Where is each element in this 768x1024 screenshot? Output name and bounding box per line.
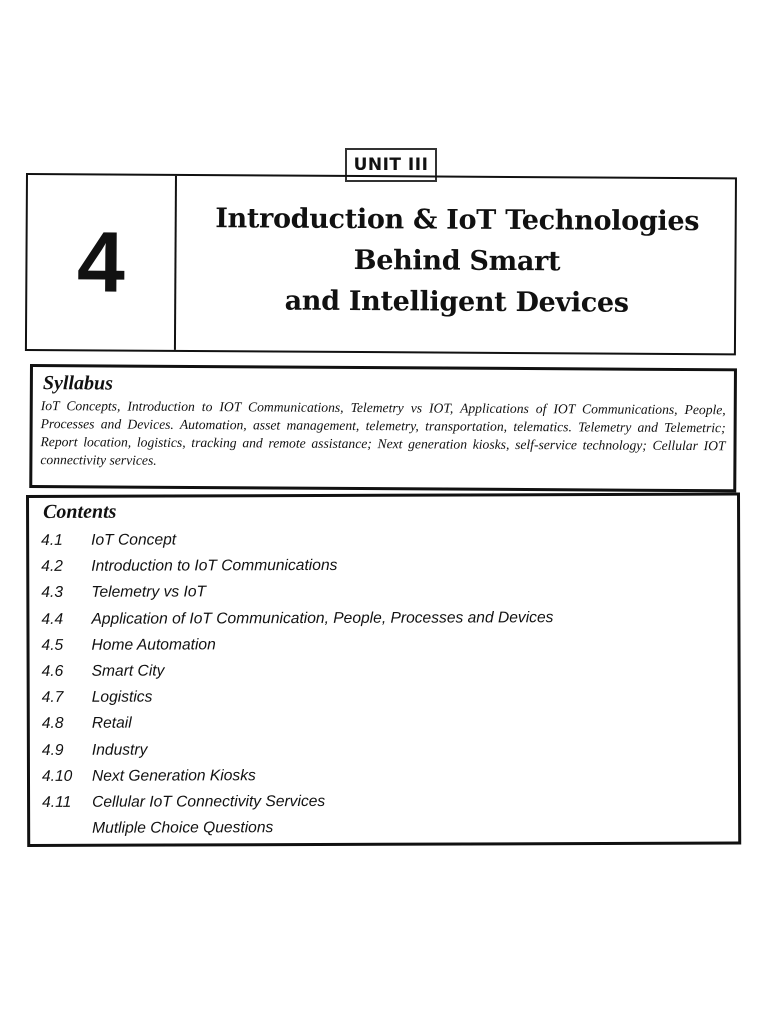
contents-item (42, 761, 728, 790)
contents-item-number (42, 816, 92, 842)
contents-box (26, 493, 741, 847)
unit-label: UNIT III (345, 148, 437, 182)
contents-item (42, 735, 728, 764)
chapter-title-line: Introduction & IoT Technologies (215, 203, 700, 238)
contents-item (42, 788, 728, 817)
contents-item-number: 4.3 (41, 584, 64, 602)
contents-item-number: 4.8 (41, 715, 64, 733)
contents-item (42, 657, 728, 686)
contents-item (42, 709, 728, 738)
contents-item-title: Retail (91, 715, 132, 733)
contents-heading: Contents (43, 500, 117, 523)
contents-list (41, 526, 728, 843)
chapter-header (25, 173, 737, 355)
syllabus-text: IoT Concepts, Introduction to IOT Communications, Telemetry vs IOT, Applications of IOT Communications, People, Processes and Devices. Automation, asset management, telemetry, transportation, telematics. Telemetry and Telemetric; Report location, logistics, tracking and remote assistance; Next generation kiosks, self-service technology; Cellular IOT connectivity services. (40, 398, 726, 468)
syllabus-box (29, 364, 737, 492)
contents-item-title: Introduction to IoT Communications (91, 557, 338, 575)
contents-item (41, 630, 727, 659)
contents-item (42, 814, 728, 843)
contents-item-number: 4.4 (41, 610, 64, 628)
contents-item-title: IoT Concept (91, 531, 177, 549)
chapter-title-line: Behind Smart (353, 245, 561, 278)
contents-item-title: Smart City (91, 662, 165, 680)
contents-item-title: Mutliple Choice Questions (92, 819, 274, 838)
contents-item-number: 4.2 (41, 558, 63, 576)
contents-item-number: 4.11 (42, 793, 72, 811)
contents-item-title: Application of IoT Communication, People, Processes and Devices (91, 608, 554, 628)
chapter-number: 4 (76, 214, 126, 311)
contents-item-title: Logistics (91, 688, 153, 706)
contents-item-number: 4.7 (41, 689, 64, 707)
contents-item (41, 578, 727, 607)
contents-item (41, 526, 727, 555)
chapter-number-cell (27, 175, 177, 350)
chapter-title (187, 198, 727, 324)
syllabus-heading: Syllabus (42, 372, 113, 395)
contents-item (42, 683, 728, 712)
contents-item-title: Home Automation (91, 636, 216, 654)
contents-item (41, 604, 727, 633)
contents-item-number: 4.6 (41, 662, 64, 680)
contents-item-number: 4.1 (41, 531, 63, 549)
contents-item-title: Cellular IoT Connectivity Services (92, 792, 326, 811)
chapter-title-line: and Intelligent Devices (284, 285, 629, 319)
contents-item-title: Industry (91, 741, 148, 759)
contents-item-title: Next Generation Kiosks (91, 767, 256, 785)
contents-item (41, 552, 727, 581)
contents-item-number: 4.9 (41, 741, 64, 759)
contents-item-number: 4.5 (41, 636, 64, 654)
contents-item-number: 4.10 (41, 767, 73, 785)
contents-item-title: Telemetry vs IoT (91, 583, 207, 602)
